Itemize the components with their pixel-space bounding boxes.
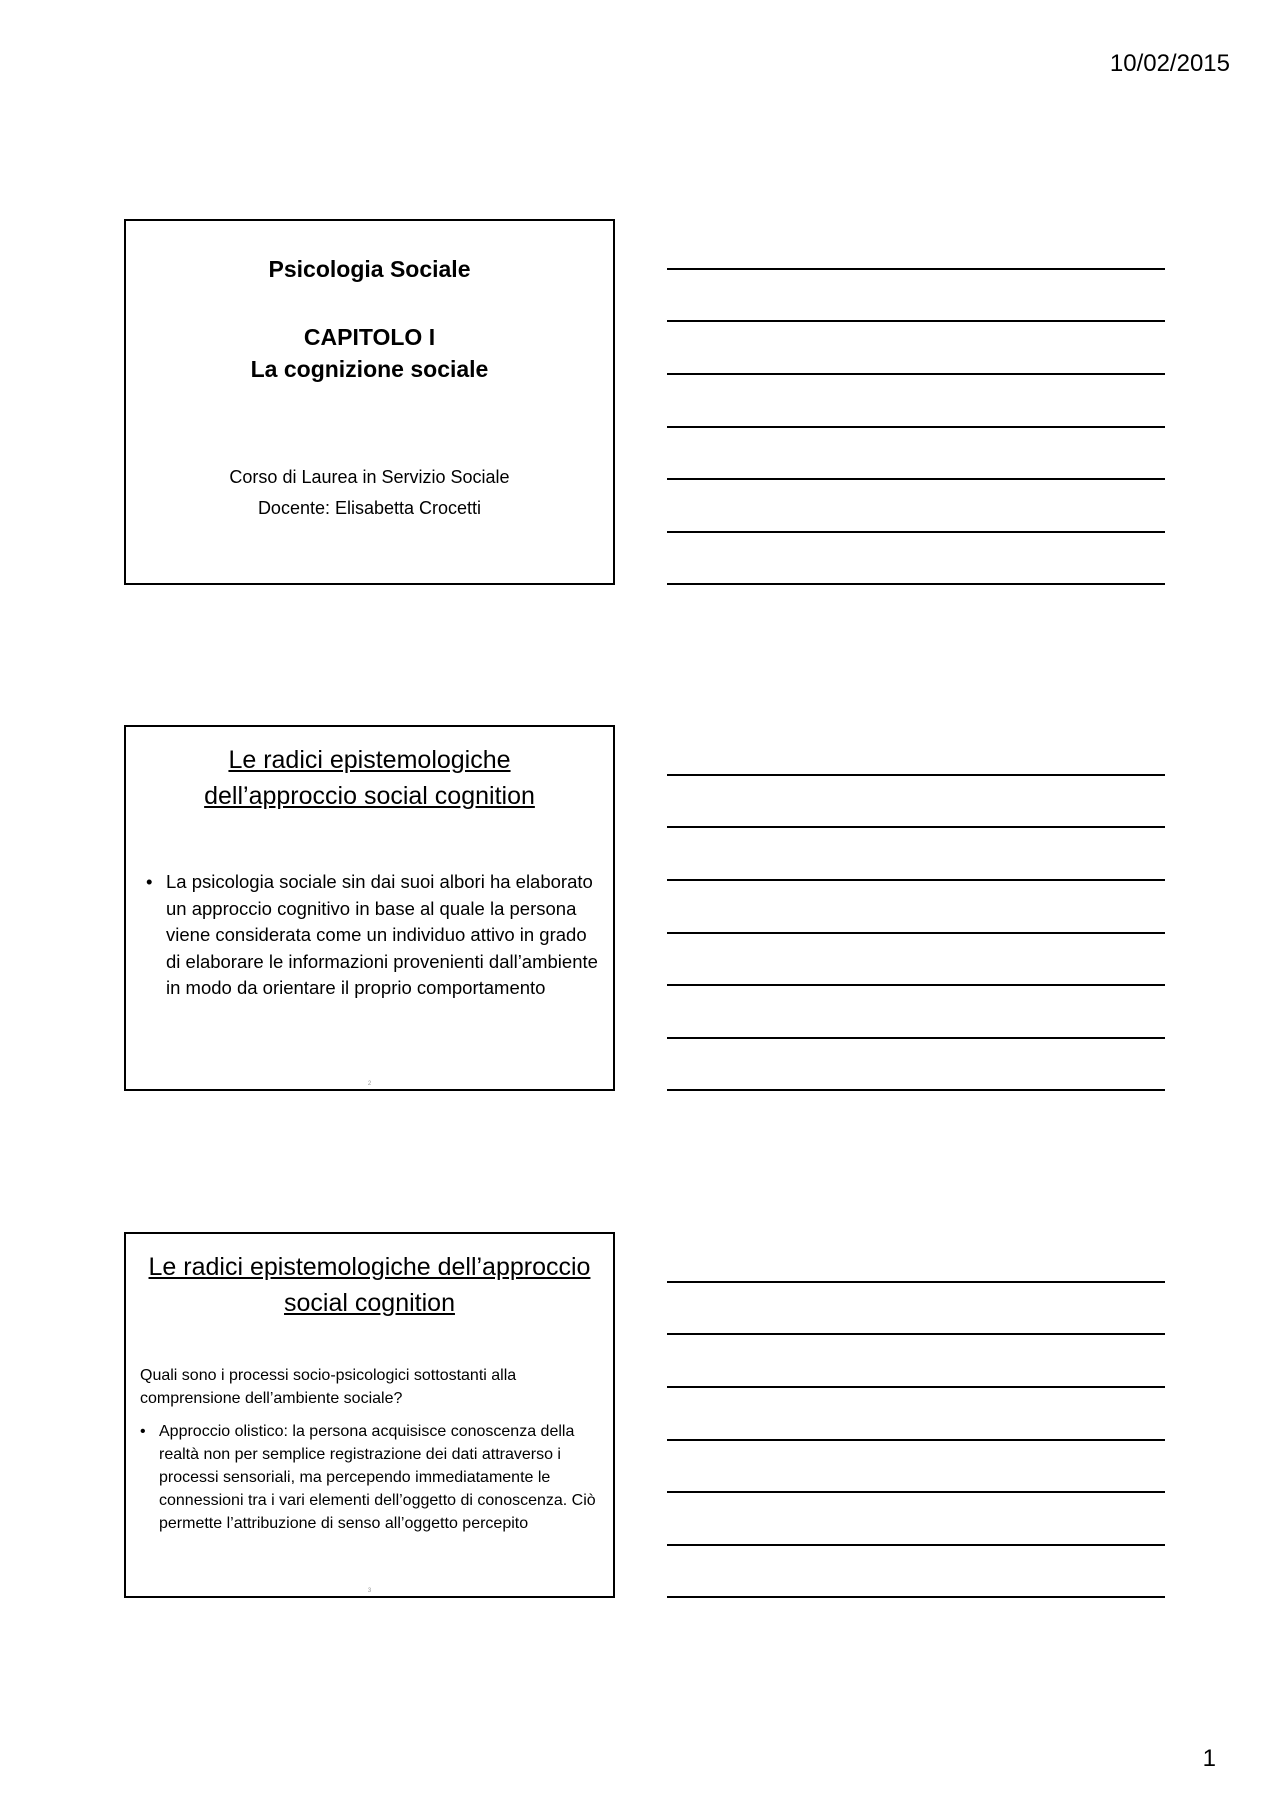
note-line — [667, 774, 1165, 776]
note-line — [667, 478, 1165, 480]
slide-3-bullet-text: Approccio olistico: la persona acquisisce conoscenza della realtà non per semplice registrazione dei dati attraverso i processi sensoriali, ma percependo immediatamente le connessioni tra i vari elementi dell’oggetto di conoscenza. Ciò permette l’attribuzione di senso all’oggetto percepito — [159, 1423, 596, 1532]
note-line — [667, 373, 1165, 375]
slide-2-title-line-2: dell’approccio social cognition — [204, 782, 535, 810]
notes-lines-1 — [667, 219, 1165, 585]
list-item — [140, 1420, 607, 1535]
slide-2-bullet-list — [146, 869, 599, 1002]
slide-3-bullet-list — [140, 1420, 607, 1535]
bullet-icon: • — [146, 871, 153, 892]
slide-1-course: Corso di Laurea in Servizio Sociale — [229, 467, 510, 487]
page-number: 1 — [1202, 1745, 1216, 1772]
note-line — [667, 1333, 1165, 1335]
notes-lines-3 — [667, 1232, 1165, 1598]
note-line — [667, 1491, 1165, 1493]
note-line — [667, 1439, 1165, 1441]
note-line — [667, 879, 1165, 881]
note-line — [667, 268, 1165, 270]
note-line — [667, 826, 1165, 828]
bullet-icon: • — [140, 1423, 146, 1440]
note-line — [667, 984, 1165, 986]
slide-2 — [124, 725, 615, 1091]
note-line — [667, 1386, 1165, 1388]
print-date: 10/02/2015 — [1109, 50, 1230, 77]
note-line — [667, 583, 1165, 585]
slide-1-lecturer: Docente: Elisabetta Crocetti — [257, 498, 482, 518]
list-item — [146, 869, 599, 1002]
note-line — [667, 531, 1165, 533]
note-line — [667, 320, 1165, 322]
slide-2-title — [136, 742, 603, 814]
slide-2-title-line-1: Le radici epistemologiche — [228, 746, 511, 774]
note-line — [667, 1089, 1165, 1091]
slide-1-chapter: CAPITOLO I — [303, 324, 436, 350]
slide-3-question: Quali sono i processi socio-psicologici sottostanti alla comprensione dell’ambiente sociale? — [140, 1367, 517, 1407]
slide-2-number: 2 — [367, 1081, 372, 1087]
note-line — [667, 1281, 1165, 1283]
slide-3-title-line-1: Le radici epistemologiche dell’approccio — [148, 1253, 591, 1281]
note-line — [667, 1544, 1165, 1546]
slide-3 — [124, 1232, 615, 1598]
slide-3-number: 3 — [367, 1588, 372, 1594]
slide-3-title-line-2: social cognition — [284, 1289, 455, 1317]
note-line — [667, 1037, 1165, 1039]
slide-2-bullet-text: La psicologia sociale sin dai suoi albori ha elaborato un approccio cognitivo in base al quale la persona viene considerata come un individuo attivo in grado di elaborare le informazioni provenienti dall’ambiente in modo da orientare il proprio comportamento — [166, 871, 598, 998]
slide-1-title: Psicologia Sociale — [268, 256, 471, 282]
slide-1 — [124, 219, 615, 585]
slide-1-subtitle: La cognizione sociale — [250, 356, 489, 382]
notes-lines-2 — [667, 725, 1165, 1091]
note-line — [667, 932, 1165, 934]
slide-3-title — [136, 1249, 603, 1321]
note-line — [667, 1596, 1165, 1598]
note-line — [667, 426, 1165, 428]
